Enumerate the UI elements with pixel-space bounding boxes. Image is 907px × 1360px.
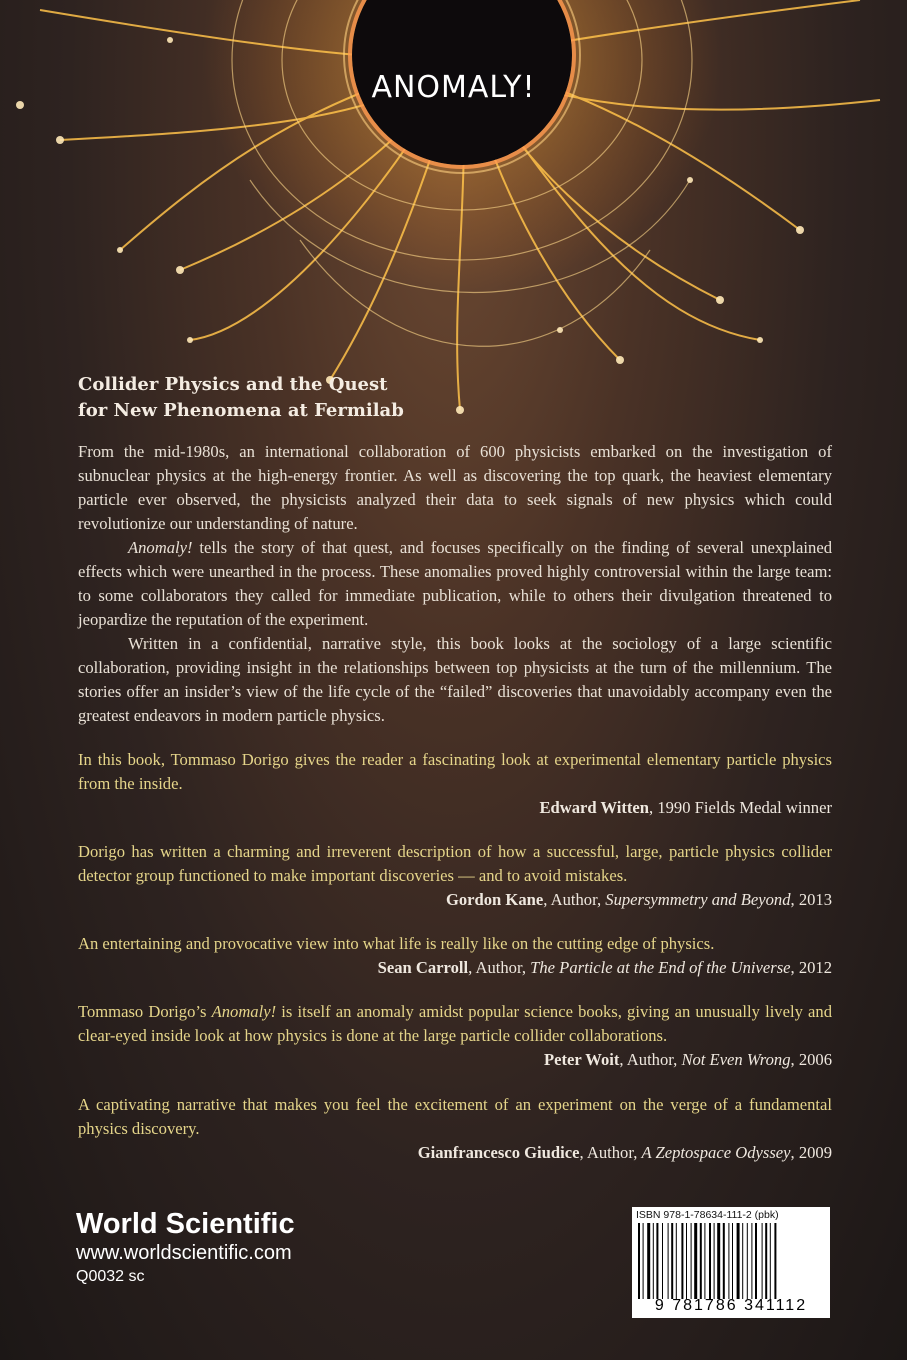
publisher-url: www.worldscientific.com — [76, 1242, 292, 1264]
description-paragraph-1: From the mid-1980s, an international collaboration of 600 physicists embarked on the investigation of subnuclear physics at the high-energy frontier. As well as discovering the top quark, the heaviest elementary particle ever observed, the physicists analyzed their data to seek signals of new physics which could revolutionize our understanding of nature. — [78, 442, 832, 533]
quote-attribution — [78, 888, 832, 912]
quote-text: Dorigo has written a charming and irreverent description of how a successful, large, particle physics collider detector group functioned to make important discoveries — and to avoid mistakes. — [78, 842, 832, 885]
quote-author-role: , Author, — [579, 1143, 642, 1162]
description-paragraph-2-text: tells the story of that quest, and focuses specifically on the finding of several unexplained effects which were unearthed in the process. These anomalies proved highly controversial within the large team: to some collaborators they called for immediate publication, while to others their divulgation threatened to jeopardize the reputation of the experiment. — [78, 538, 832, 629]
isbn-barcode — [632, 1207, 830, 1318]
quote-attribution — [78, 796, 832, 820]
quote-author-role: , 1990 Fields Medal winner — [649, 798, 832, 817]
quote-woit — [78, 1000, 832, 1072]
barcode-bars — [636, 1223, 826, 1299]
quote-giudice — [78, 1093, 832, 1165]
quote-author: Gianfrancesco Giudice — [417, 1143, 580, 1162]
quote-text-title: Anomaly! — [211, 1002, 277, 1021]
subtitle-line-2: for New Phenomena at Fermilab — [78, 400, 404, 421]
description-paragraph-2 — [78, 536, 832, 632]
quote-author: Gordon Kane — [445, 890, 544, 909]
publisher-code: Q0032 sc — [76, 1268, 145, 1285]
book-subtitle — [78, 372, 778, 424]
quote-text-rest: is itself an anomaly amidst popular science books, giving an unusually lively and clear-eyed inside look at how physics is done at the large particle collider collaborations. — [78, 1002, 832, 1045]
quote-author: Edward Witten — [539, 798, 650, 817]
publisher-name: World Scientific — [76, 1208, 295, 1240]
publisher-block — [76, 1208, 295, 1288]
isbn-label: ISBN 978-1-78634-111-2 (pbk) — [636, 1209, 779, 1221]
quote-author-role: , Author, — [543, 890, 606, 909]
quote-witten — [78, 748, 832, 820]
quote-author: Peter Woit — [543, 1050, 620, 1069]
quote-book-title: Supersymmetry and Beyond — [605, 890, 791, 909]
quote-text: In this book, Tommaso Dorigo gives the reader a fascinating look at experimental elementary particle physics from the inside. — [78, 750, 832, 793]
particle-collision-artwork — [0, 0, 907, 430]
quote-book-title: A Zeptospace Odyssey — [641, 1143, 791, 1162]
quote-kane — [78, 840, 832, 912]
quote-text: A captivating narrative that makes you feel the excitement of an experiment on the verge of a fundamental physics discovery. — [78, 1095, 832, 1138]
book-title-italic: Anomaly! — [128, 538, 193, 557]
quote-text: An entertaining and provocative view into what life is really like on the cutting edge of physics. — [78, 934, 715, 953]
quote-year: , 2013 — [790, 890, 832, 909]
quote-author-role: , Author, — [619, 1050, 682, 1069]
quote-year: , 2006 — [790, 1050, 832, 1069]
quote-attribution — [78, 956, 832, 980]
quote-attribution — [78, 1048, 832, 1072]
quote-year: , 2012 — [790, 958, 832, 977]
quote-attribution — [78, 1141, 832, 1165]
subtitle-line-1: Collider Physics and the Quest — [78, 374, 388, 395]
barcode-digits: 9 781786 341112 — [654, 1297, 808, 1314]
quote-book-title: The Particle at the End of the Universe — [530, 958, 791, 977]
quote-book-title: Not Even Wrong — [681, 1050, 791, 1069]
quote-author-role: , Author, — [468, 958, 531, 977]
quote-text — [78, 1000, 832, 1048]
quote-carroll — [78, 932, 832, 980]
book-description — [78, 440, 832, 728]
quote-author: Sean Carroll — [377, 958, 469, 977]
description-paragraph-3: Written in a confidential, narrative style, this book looks at the sociology of a large scientific collaboration, providing insight in the relationships between top physicists at the turn of the millennium. The stories offer an insider’s view of the life cycle of the “failed” discoveries that unavoidably accompany even the greatest endeavors in modern particle physics. — [78, 634, 832, 725]
cover-title: ANOMALY! — [371, 70, 536, 105]
quote-text-pre: Tommaso Dorigo’s — [78, 1002, 212, 1021]
quote-year: , 2009 — [790, 1143, 832, 1162]
